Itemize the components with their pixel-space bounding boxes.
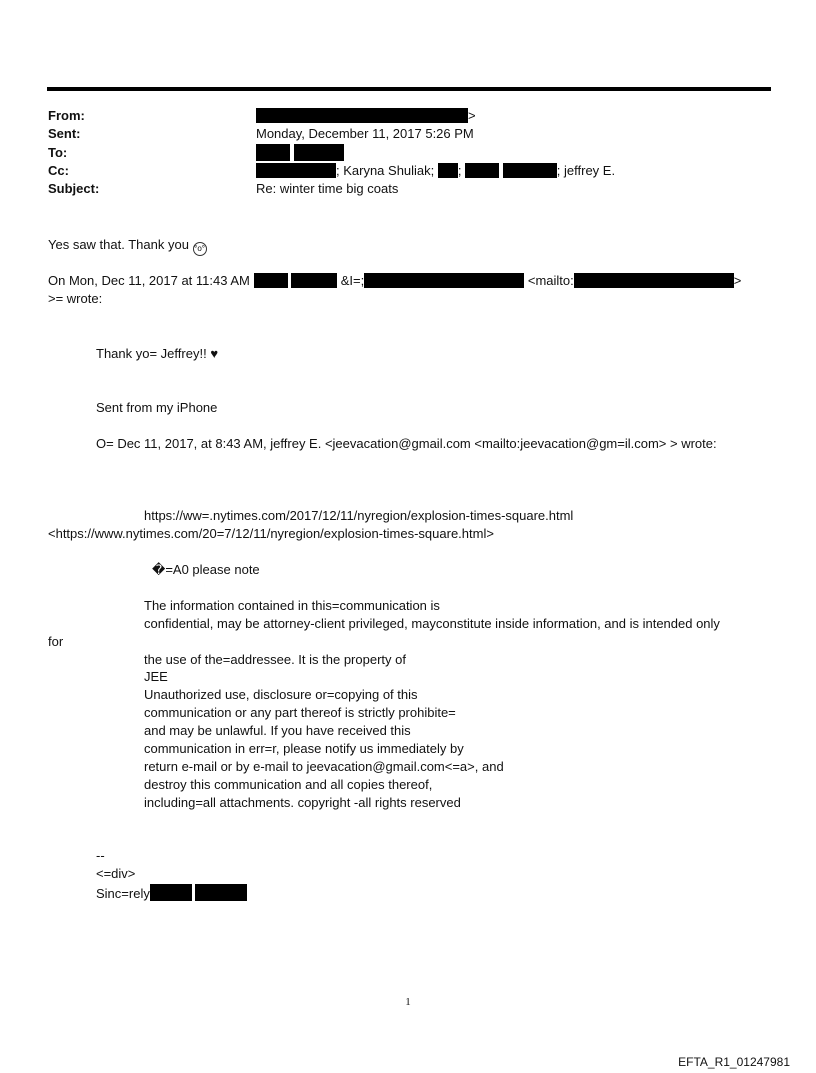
reply-line: Yes saw that. Thank you °o° [48, 237, 207, 256]
sent-label: Sent: [48, 126, 81, 141]
quote-header-line: On Mon, Dec 11, 2017 at 11:43 AM &I=; <mailto: > [48, 273, 742, 288]
astonished-face-icon: °o° [193, 242, 207, 256]
disclaimer-line: communication or any part thereof is strictly prohibite= [144, 705, 456, 720]
redaction [256, 108, 468, 123]
redaction [294, 144, 344, 161]
article-link-2[interactable]: <https://www.nytimes.com/20=7/12/11/nyregion/explosion-times-square.html> [48, 526, 494, 541]
disclaimer-line: confidential, may be attorney-client privileged, mayconstitute inside information, and is intended only [144, 616, 720, 631]
disclaimer-line: communication in err=r, please notify us immediately by [144, 741, 464, 756]
subject-value: Re: winter time big coats [256, 181, 399, 196]
disclaimer-line: the use of the=addressee. It is the property of [144, 652, 406, 667]
disclaimer-line: and may be unlawful. If you have received this [144, 723, 411, 738]
article-link[interactable]: https://ww=.nytimes.com/2017/12/11/nyregion/explosion-times-square.html [144, 508, 574, 523]
redaction [150, 884, 192, 901]
disclaimer-line: The information contained in this=communication is [144, 598, 440, 613]
from-value: > [256, 108, 476, 124]
quote2-header-line: O= Dec 11, 2017, at 8:43 AM, jeffrey E. <jeevacation@gmail.com <mailto:jeevacation@gm=il.com> > wrote: [96, 436, 717, 451]
signature-dashes: -- [96, 848, 105, 863]
disclaimer-line: for [48, 634, 64, 649]
sent-value: Monday, December 11, 2017 5:26 PM [256, 126, 474, 141]
thanks-line: Thank yo= Jeffrey!! ♥ [96, 346, 219, 361]
redaction [503, 163, 557, 178]
disclaimer-line: destroy this communication and all copies thereof, [144, 777, 433, 792]
sent-from-line: Sent from my iPhone [96, 400, 218, 415]
to-value [256, 144, 344, 162]
cc-value: ; Karyna Shuliak; ; ; jeffrey E. [256, 163, 615, 179]
disclaimer-line: return e-mail or by e-mail to jeevacation@gmail.com<=a>, and [144, 759, 504, 774]
redaction [291, 273, 337, 288]
redaction [256, 163, 336, 178]
page-number: 1 [405, 996, 411, 1008]
signature-div: <=div> [96, 866, 136, 881]
redaction [195, 884, 247, 901]
signature-line: Sinc=rely [96, 884, 247, 902]
subject-label: Subject: [48, 181, 100, 196]
disclaimer-line: Unauthorized use, disclosure or=copying of this [144, 687, 418, 702]
bates-number: EFTA_R1_01247981 [678, 1055, 790, 1069]
redaction [364, 273, 524, 288]
note-line: �=A0 please note [152, 562, 260, 577]
to-label: To: [48, 145, 68, 160]
heart-icon: ♥ [210, 346, 219, 361]
from-label: From: [48, 108, 85, 123]
redaction [465, 163, 499, 178]
disclaimer-line: JEE [144, 669, 168, 684]
redaction [574, 273, 734, 288]
disclaimer-line: including=all attachments. copyright -all rights reserved [144, 795, 461, 810]
cc-label: Cc: [48, 163, 69, 178]
redaction [256, 144, 290, 161]
header-rule [47, 87, 771, 91]
redaction [438, 163, 458, 178]
quote-header-line-2: >= wrote: [48, 291, 103, 306]
redaction [254, 273, 288, 288]
